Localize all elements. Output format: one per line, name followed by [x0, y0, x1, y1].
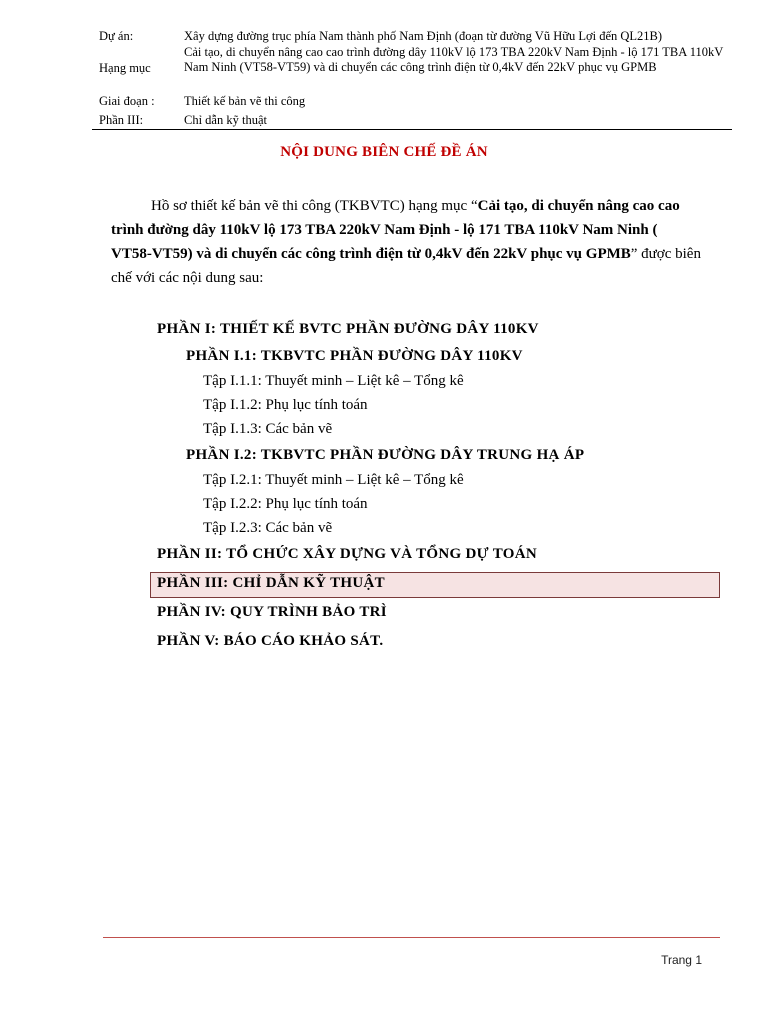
outline-volume-1-1-3: Tập I.1.3: Các bản vẽ	[203, 421, 333, 437]
footer-divider	[103, 937, 720, 938]
header-value-project: Xây dựng đường trục phía Nam thành phố Nam Định (đoạn từ đường Vũ Hữu Lợi đến QL21B)	[184, 29, 663, 43]
outline-volume-1-1-1: Tập I.1.1: Thuyết minh – Liệt kê – Tổng kê	[203, 373, 464, 389]
header-divider	[92, 129, 732, 130]
outline-volume-1-1-2: Tập I.1.2: Phụ lục tính toán	[203, 397, 368, 413]
document-title: NỘI DUNG BIÊN CHẾ ĐỀ ÁN	[280, 144, 488, 160]
header-value-phase: Thiết kế bản vẽ thi công	[184, 94, 306, 108]
page-number: Trang 1	[661, 953, 702, 967]
header-value-part: Chỉ dẫn kỹ thuật	[184, 113, 267, 127]
outline-part-2: PHẦN II: TỔ CHỨC XÂY DỰNG VÀ TỔNG DỰ TOÁN	[157, 546, 537, 562]
intro-tail: ” được biên chế với các nội dung sau:	[111, 246, 701, 286]
outline-volume-1-2-2: Tập I.2.2: Phụ lục tính toán	[203, 496, 368, 512]
intro-paragraph	[111, 194, 701, 290]
header-label-phase: Giai đoạn :	[99, 94, 155, 108]
outline-part-1-2: PHẦN I.2: TKBVTC PHẦN ĐƯỜNG DÂY TRUNG HẠ ÁP	[186, 447, 585, 463]
outline-volume-1-2-1: Tập I.2.1: Thuyết minh – Liệt kê – Tổng kê	[203, 472, 464, 488]
outline-part-4: PHẦN IV: QUY TRÌNH BẢO TRÌ	[157, 604, 387, 620]
intro-lead: Hồ sơ thiết kế bản vẽ thi công (TKBVTC) hạng mục “	[151, 198, 478, 214]
header-label-part: Phần III:	[99, 113, 144, 127]
outline-part-3: PHẦN III: CHỈ DẪN KỸ THUẬT	[157, 575, 385, 591]
header-label-category: Hạng mục	[99, 61, 151, 75]
outline-part-5: PHẦN V: BÁO CÁO KHẢO SÁT.	[157, 633, 384, 649]
header-value-category: Cải tạo, di chuyển nâng cao cao trình đường dây 110kV lộ 173 TBA 220kV Nam Định - lộ 171 TBA 110kV Nam Ninh (VT58-VT59) và di chuyển các công trình điện từ 0,4kV đến 22kV phục vụ GPMB	[184, 45, 724, 74]
header-label-project: Dự án:	[99, 29, 134, 43]
outline-volume-1-2-3: Tập I.2.3: Các bản vẽ	[203, 520, 333, 536]
outline-part-1-1: PHẦN I.1: TKBVTC PHẦN ĐƯỜNG DÂY 110KV	[186, 348, 523, 364]
intro-bold-scope: Cải tạo, di chuyển nâng cao cao trình đường dây 110kV lộ 173 TBA 220kV Nam Định - lộ 171 TBA 110kV Nam Ninh ( VT58-VT59) và di chuyển các công trình điện từ 0,4kV đến 22kV phục vụ GPMB	[111, 198, 680, 262]
outline-part-1: PHẦN I: THIẾT KẾ BVTC PHẦN ĐƯỜNG DÂY 110KV	[157, 321, 539, 337]
